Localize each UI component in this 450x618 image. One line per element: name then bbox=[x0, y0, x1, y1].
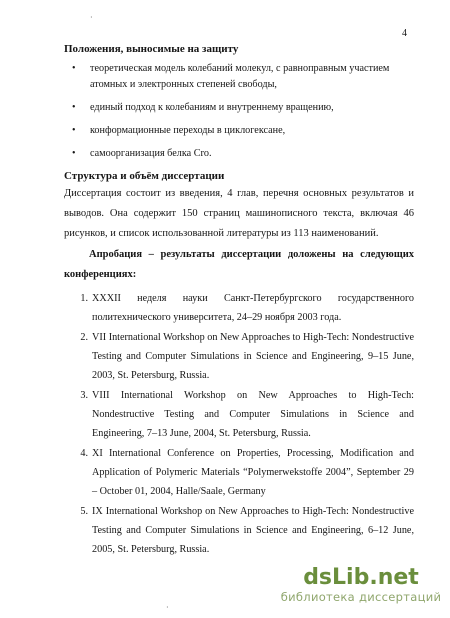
structure-heading: Структура и объём диссертации bbox=[64, 170, 225, 182]
watermark-logo: dsLib.net bbox=[303, 565, 419, 590]
watermark-subtitle: библиотека диссертаций bbox=[280, 590, 442, 604]
list-item: 4. XI International Conference on Properties, Processing, Modification and Application of Polymeric Materials “Polymerwekstoffe 2004”, September 29 – October 01, 2004, Halle/Saale, Germany bbox=[80, 448, 414, 497]
list-item: • теоретическая модель колебаний молекул, с равноправным участием атомных и электронных степеней свободы, bbox=[72, 63, 390, 90]
defense-heading: Положения, выносимые на защиту bbox=[64, 43, 239, 55]
list-item: 1. XXXII неделя науки Санкт-Петербургского государственного политехнического университета, 24–29 ноября 2003 года. bbox=[80, 293, 414, 323]
watermark bbox=[278, 566, 444, 604]
list-item: 3. VIII International Workshop on New Approaches to High-Tech: Nondestructive Testing and Computer Simulations in Science and Engineering, 7–13 June, 2004, St. Petersburg, Russia. bbox=[80, 390, 414, 439]
scan-speck: · bbox=[90, 13, 93, 22]
list-item: • конформационные переходы в циклогексане, bbox=[64, 123, 414, 139]
bullet-icon: • bbox=[72, 125, 76, 136]
conference-list bbox=[64, 289, 414, 560]
bullet-icon: • bbox=[72, 102, 76, 113]
bullet-icon: • bbox=[72, 63, 76, 74]
page-number: 4 bbox=[402, 28, 407, 39]
structure-paragraph: Диссертация состоит из введения, 4 глав, перечня основных результатов и выводов. Она содержит 150 страниц машинописного текста, включая 46 рисунков, и список использованной литературы из 113 наименований. bbox=[64, 188, 414, 239]
list-item: 2. VII International Workshop on New Approaches to High-Tech: Nondestructive Testing and Computer Simulations in Science and Engineering, 9–15 June, 2003, St. Petersburg, Russia. bbox=[80, 332, 414, 381]
list-item: 5. IX International Workshop on New Approaches to High-Tech: Nondestructive Testing and Computer Simulations in Science and Engineering, 6–12 June, 2005, St. Petersburg, Russia. bbox=[80, 506, 414, 555]
scan-speck: · bbox=[166, 603, 169, 612]
bullet-icon: • bbox=[72, 148, 76, 159]
list-item: • самоорганизация белка Cro. bbox=[64, 146, 414, 162]
defense-list bbox=[64, 61, 414, 162]
list-item: • единый подход к колебаниям и внутреннему вращению, bbox=[64, 100, 414, 116]
approbation-heading: Апробация – результаты диссертации доложены на следующих конференциях: bbox=[64, 249, 414, 280]
